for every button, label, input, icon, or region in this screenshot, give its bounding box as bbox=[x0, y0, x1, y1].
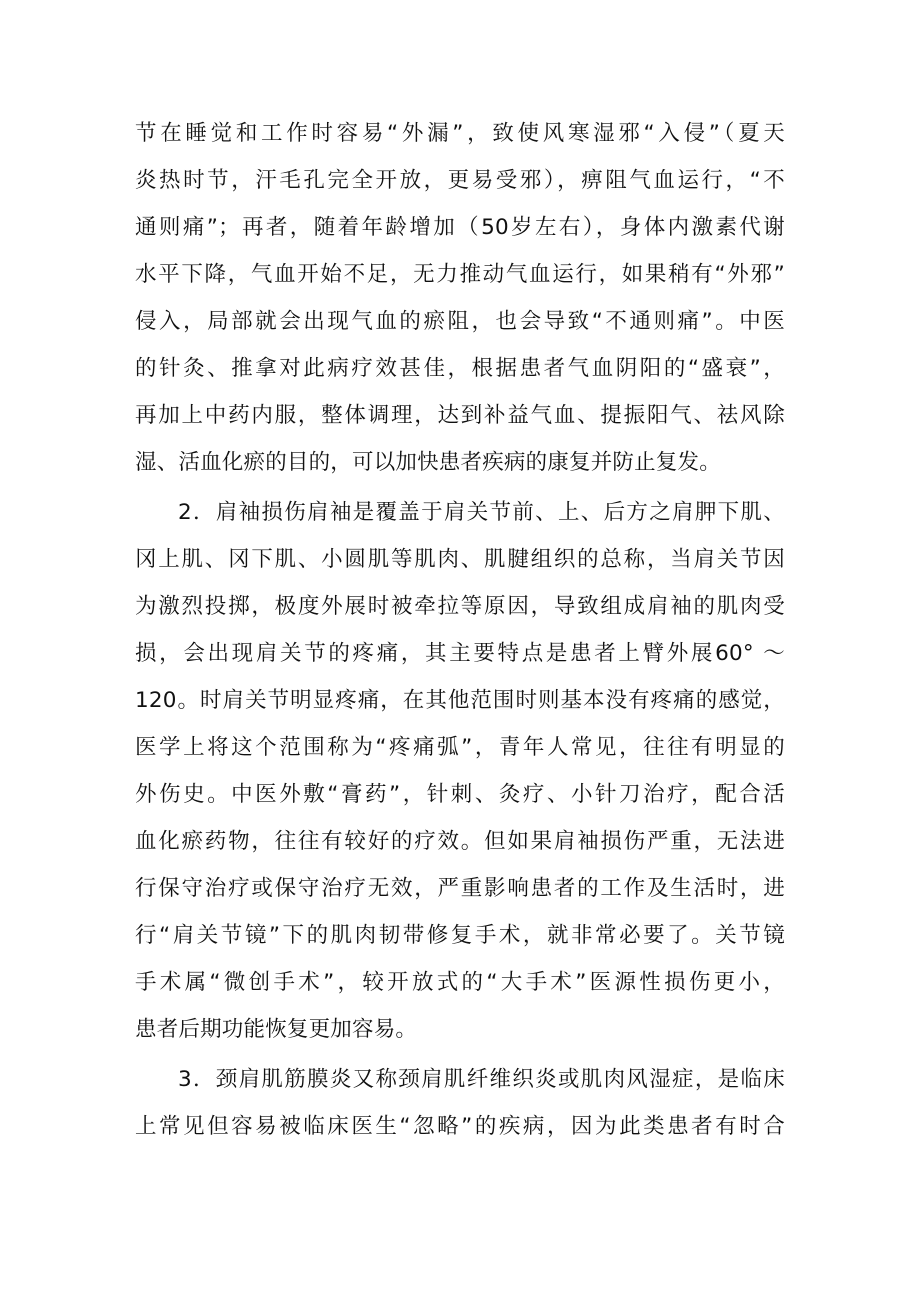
text-line: 再加上中药内服，整体调理，达到补益气血、提振阳气、祛风除 bbox=[135, 403, 785, 428]
text-line: 为激烈投掷，极度外展时被牵拉等原因，导致组成肩袖的肌肉受 bbox=[135, 594, 785, 619]
text-line: 侵入，局部就会出现气血的瘀阻，也会导致“不通则痛”。中医 bbox=[135, 309, 785, 334]
text-line: 水平下降，气血开始不足，无力推动气血运行，如果稍有“外邪” bbox=[135, 262, 785, 287]
text-line: 患者后期功能恢复更加容易。 bbox=[135, 1017, 418, 1042]
text-line: 湿、活血化瘀的目的，可以加快患者疾病的康复并防止复发。 bbox=[135, 450, 721, 475]
paragraph-2-rotator-cuff-injury bbox=[135, 489, 785, 1053]
document-body bbox=[135, 110, 785, 1150]
paragraph-3-neck-shoulder-myofasciitis bbox=[135, 1056, 785, 1150]
text-line: 外伤史。中医外敷“膏药”，针刺、灸疗、小针刀治疗，配合活 bbox=[135, 782, 785, 807]
text-line: 手术属“微创手术”，较开放式的“大手术”医源性损伤更小， bbox=[135, 970, 785, 995]
text-line: 通则痛”；再者，随着年龄增加（50岁左右），身体内激素代谢 bbox=[135, 215, 785, 240]
text-line: 2．肩袖损伤肩袖是覆盖于肩关节前、上、后方之肩胛下肌、 bbox=[178, 500, 785, 525]
text-line: 的针灸、推拿对此病疗效甚佳，根据患者气血阴阳的“盛衰”， bbox=[135, 356, 785, 381]
text-line: 行保守治疗或保守治疗无效，严重影响患者的工作及生活时，进 bbox=[135, 876, 785, 901]
text-line: 120。时肩关节明显疼痛，在其他范围时则基本没有疼痛的感觉， bbox=[135, 688, 785, 713]
text-line: 血化瘀药物，往往有较好的疗效。但如果肩袖损伤严重，无法进 bbox=[135, 829, 785, 854]
text-line: 行“肩关节镜”下的肌肉韧带修复手术，就非常必要了。关节镜 bbox=[135, 923, 785, 948]
text-line: 冈上肌、冈下肌、小圆肌等肌肉、肌腱组织的总称，当肩关节因 bbox=[135, 547, 785, 572]
text-line: 损，会出现肩关节的疼痛，其主要特点是患者上臂外展60° ～ bbox=[135, 641, 785, 666]
text-line: 节在睡觉和工作时容易“外漏”，致使风寒湿邪“入侵”（夏天 bbox=[135, 121, 785, 146]
text-line: 3．颈肩肌筋膜炎又称颈肩肌纤维织炎或肌肉风湿症，是临床 bbox=[178, 1067, 785, 1092]
text-line: 炎热时节，汗毛孔完全开放，更易受邪），痹阻气血运行，“不 bbox=[135, 168, 785, 193]
paragraph-1 bbox=[135, 110, 785, 486]
text-line: 医学上将这个范围称为“疼痛弧”，青年人常见，往往有明显的 bbox=[135, 735, 785, 760]
text-line: 上常见但容易被临床医生“忽略”的疾病，因为此类患者有时合 bbox=[135, 1114, 785, 1139]
